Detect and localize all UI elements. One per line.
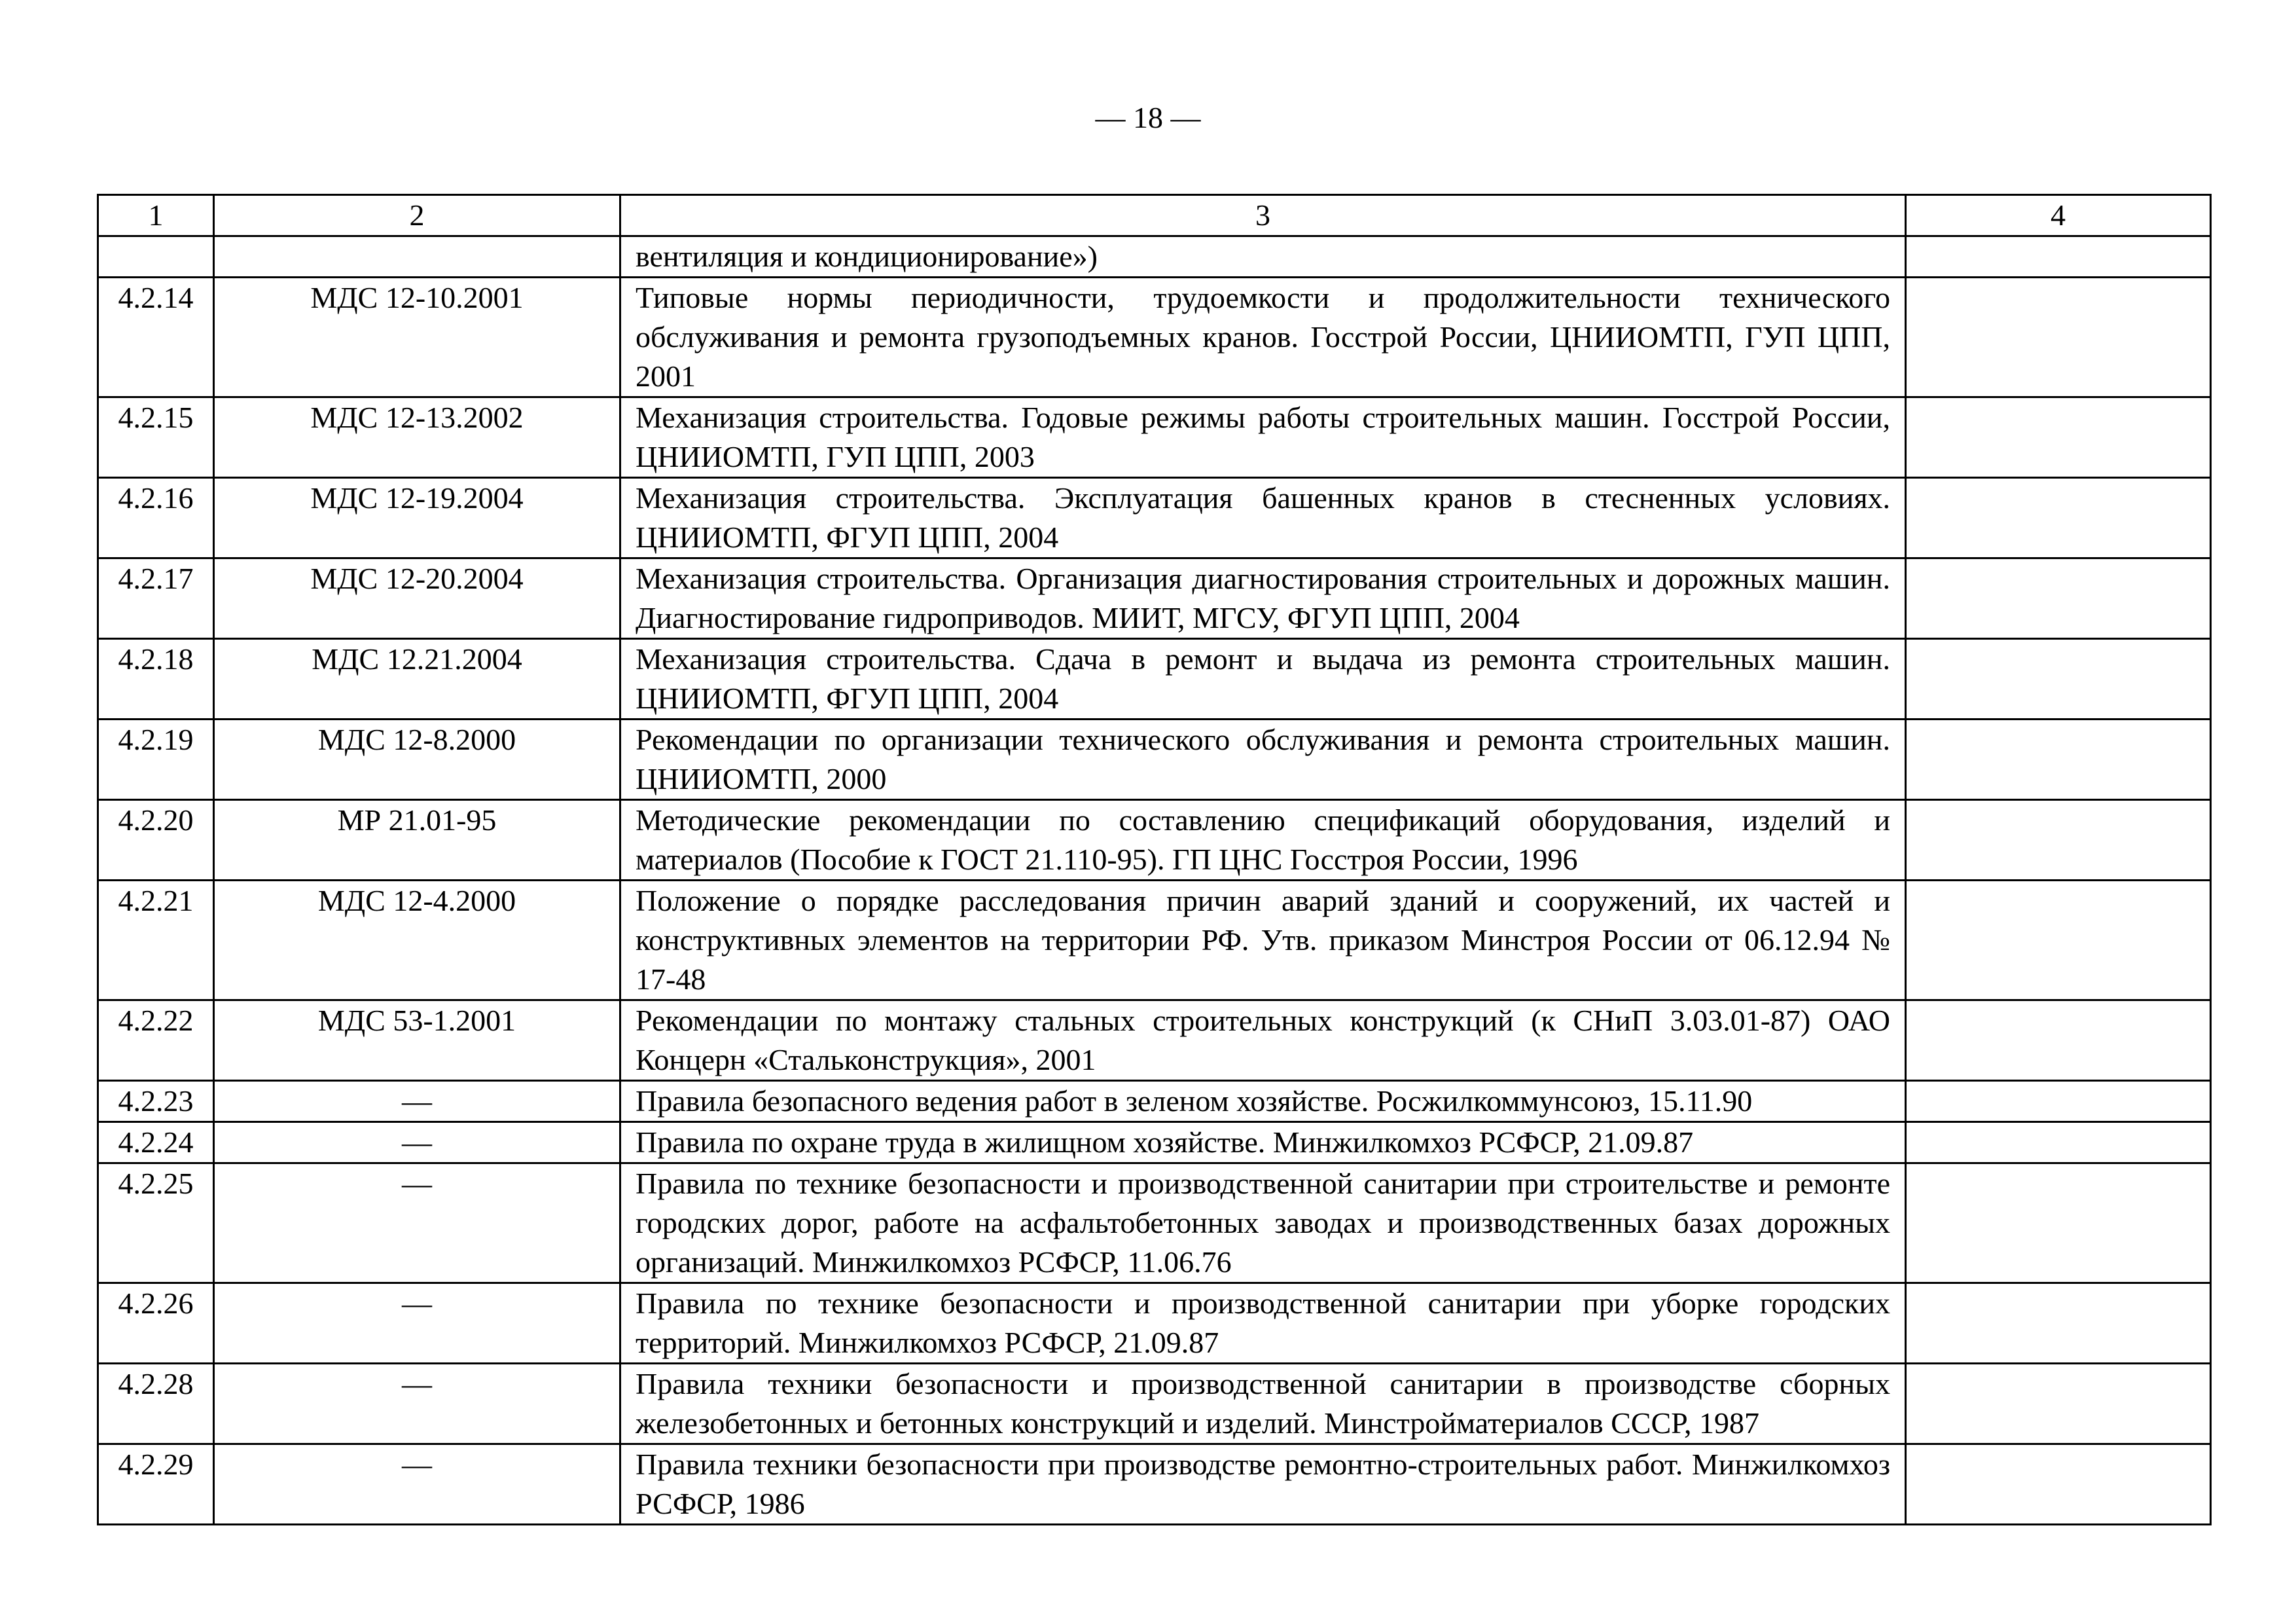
document-code: МДС 12-20.2004 (214, 558, 620, 639)
document-title: вентиляция и кондиционирование») (620, 236, 1906, 278)
column-header-4: 4 (1906, 195, 2211, 236)
column-header-3: 3 (620, 195, 1906, 236)
row-note (1906, 1283, 2211, 1364)
document-code (214, 236, 620, 278)
document-code: — (214, 1122, 620, 1163)
table-row (98, 1283, 2211, 1364)
table-row (98, 720, 2211, 800)
table-row (98, 278, 2211, 397)
document-code: МДС 12-10.2001 (214, 278, 620, 397)
table-row (98, 800, 2211, 881)
column-header-1: 1 (98, 195, 214, 236)
row-note (1906, 1081, 2211, 1122)
row-note (1906, 1122, 2211, 1163)
row-number: 4.2.25 (98, 1163, 214, 1283)
document-code: МДС 12-4.2000 (214, 881, 620, 1000)
document-code: МДС 12-8.2000 (214, 720, 620, 800)
document-code: — (214, 1163, 620, 1283)
table-row (98, 397, 2211, 478)
table-row (98, 1000, 2211, 1081)
document-title: Механизация строительства. Эксплуатация башенных кранов в стесненных условиях. ЦНИИОМТП, ФГУП ЦПП, 2004 (620, 478, 1906, 558)
table-row (98, 1081, 2211, 1122)
table-row (98, 1364, 2211, 1444)
document-title: Методические рекомендации по составлению спецификаций оборудования, изделий и материалов (Пособие к ГОСТ 21.110-95). ГП ЦНС Госстроя России, 1996 (620, 800, 1906, 881)
column-header-2: 2 (214, 195, 620, 236)
row-note (1906, 558, 2211, 639)
row-note (1906, 397, 2211, 478)
document-title: Правила техники безопасности и производственной санитарии в производстве сборных железобетонных и бетонных конструкций и изделий. Минстройматериалов СССР, 1987 (620, 1364, 1906, 1444)
document-title: Положение о порядке расследования причин аварий зданий и сооружений, их частей и конструктивных элементов на территории РФ. Утв. приказом Минстроя России от 06.12.94 № 17-48 (620, 881, 1906, 1000)
page-number: — 18 — (1095, 101, 1201, 134)
row-note (1906, 278, 2211, 397)
document-title: Правила по технике безопасности и производственной санитарии при строительстве и ремонте городских дорог, работе на асфальтобетонных заводах и производственных базах дорожных организаций. Минжилкомхоз РСФСР, 11.06.76 (620, 1163, 1906, 1283)
document-title: Правила по охране труда в жилищном хозяйстве. Минжилкомхоз РСФСР, 21.09.87 (620, 1122, 1906, 1163)
row-number: 4.2.24 (98, 1122, 214, 1163)
row-number: 4.2.21 (98, 881, 214, 1000)
document-code: — (214, 1364, 620, 1444)
document-title: Механизация строительства. Годовые режимы работы строительных машин. Госстрой России, ЦНИИОМТП, ГУП ЦПП, 2003 (620, 397, 1906, 478)
document-code: МДС 53-1.2001 (214, 1000, 620, 1081)
row-number: 4.2.28 (98, 1364, 214, 1444)
row-number: 4.2.23 (98, 1081, 214, 1122)
document-code: МДС 12-19.2004 (214, 478, 620, 558)
row-number: 4.2.19 (98, 720, 214, 800)
row-number: 4.2.20 (98, 800, 214, 881)
table-row (98, 881, 2211, 1000)
row-note (1906, 881, 2211, 1000)
document-title: Рекомендации по монтажу стальных строительных конструкций (к СНиП 3.03.01-87) ОАО Концерн «Стальконструкция», 2001 (620, 1000, 1906, 1081)
table-row (98, 478, 2211, 558)
table-row (98, 1122, 2211, 1163)
document-code: МДС 12-13.2002 (214, 397, 620, 478)
document-title: Правила техники безопасности при производстве ремонтно-строительных работ. Минжилкомхоз РСФСР, 1986 (620, 1444, 1906, 1525)
row-note (1906, 1163, 2211, 1283)
row-number: 4.2.29 (98, 1444, 214, 1525)
row-note (1906, 236, 2211, 278)
document-title: Типовые нормы периодичности, трудоемкости и продолжительности технического обслуживания и ремонта грузоподъемных кранов. Госстрой России, ЦНИИОМТП, ГУП ЦПП, 2001 (620, 278, 1906, 397)
table-row (98, 1444, 2211, 1525)
document-title: Механизация строительства. Организация диагностирования строительных и дорожных машин. Диагностирование гидроприводов. МИИТ, МГСУ, ФГУП ЦПП, 2004 (620, 558, 1906, 639)
table-row (98, 236, 2211, 278)
document-title: Рекомендации по организации технического обслуживания и ремонта строительных машин. ЦНИИОМТП, 2000 (620, 720, 1906, 800)
table-row (98, 1163, 2211, 1283)
table-row (98, 639, 2211, 720)
row-note (1906, 1444, 2211, 1525)
row-note (1906, 1364, 2211, 1444)
document-code: МДС 12.21.2004 (214, 639, 620, 720)
row-number: 4.2.18 (98, 639, 214, 720)
row-number: 4.2.17 (98, 558, 214, 639)
document-title: Механизация строительства. Сдача в ремонт и выдача из ремонта строительных машин. ЦНИИОМТП, ФГУП ЦПП, 2004 (620, 639, 1906, 720)
document-code: — (214, 1283, 620, 1364)
row-number: 4.2.26 (98, 1283, 214, 1364)
row-note (1906, 1000, 2211, 1081)
table-row (98, 558, 2211, 639)
document-title: Правила безопасного ведения работ в зеленом хозяйстве. Росжилкоммунсоюз, 15.11.90 (620, 1081, 1906, 1122)
standards-table (97, 194, 2212, 1525)
row-number: 4.2.16 (98, 478, 214, 558)
row-number (98, 236, 214, 278)
row-note (1906, 800, 2211, 881)
document-code: — (214, 1444, 620, 1525)
row-note (1906, 639, 2211, 720)
table-header-row (98, 195, 2211, 236)
document-title: Правила по технике безопасности и производственной санитарии при уборке городских территорий. Минжилкомхоз РСФСР, 21.09.87 (620, 1283, 1906, 1364)
row-number: 4.2.22 (98, 1000, 214, 1081)
document-code: — (214, 1081, 620, 1122)
row-number: 4.2.15 (98, 397, 214, 478)
row-note (1906, 478, 2211, 558)
row-note (1906, 720, 2211, 800)
document-code: МР 21.01-95 (214, 800, 620, 881)
row-number: 4.2.14 (98, 278, 214, 397)
